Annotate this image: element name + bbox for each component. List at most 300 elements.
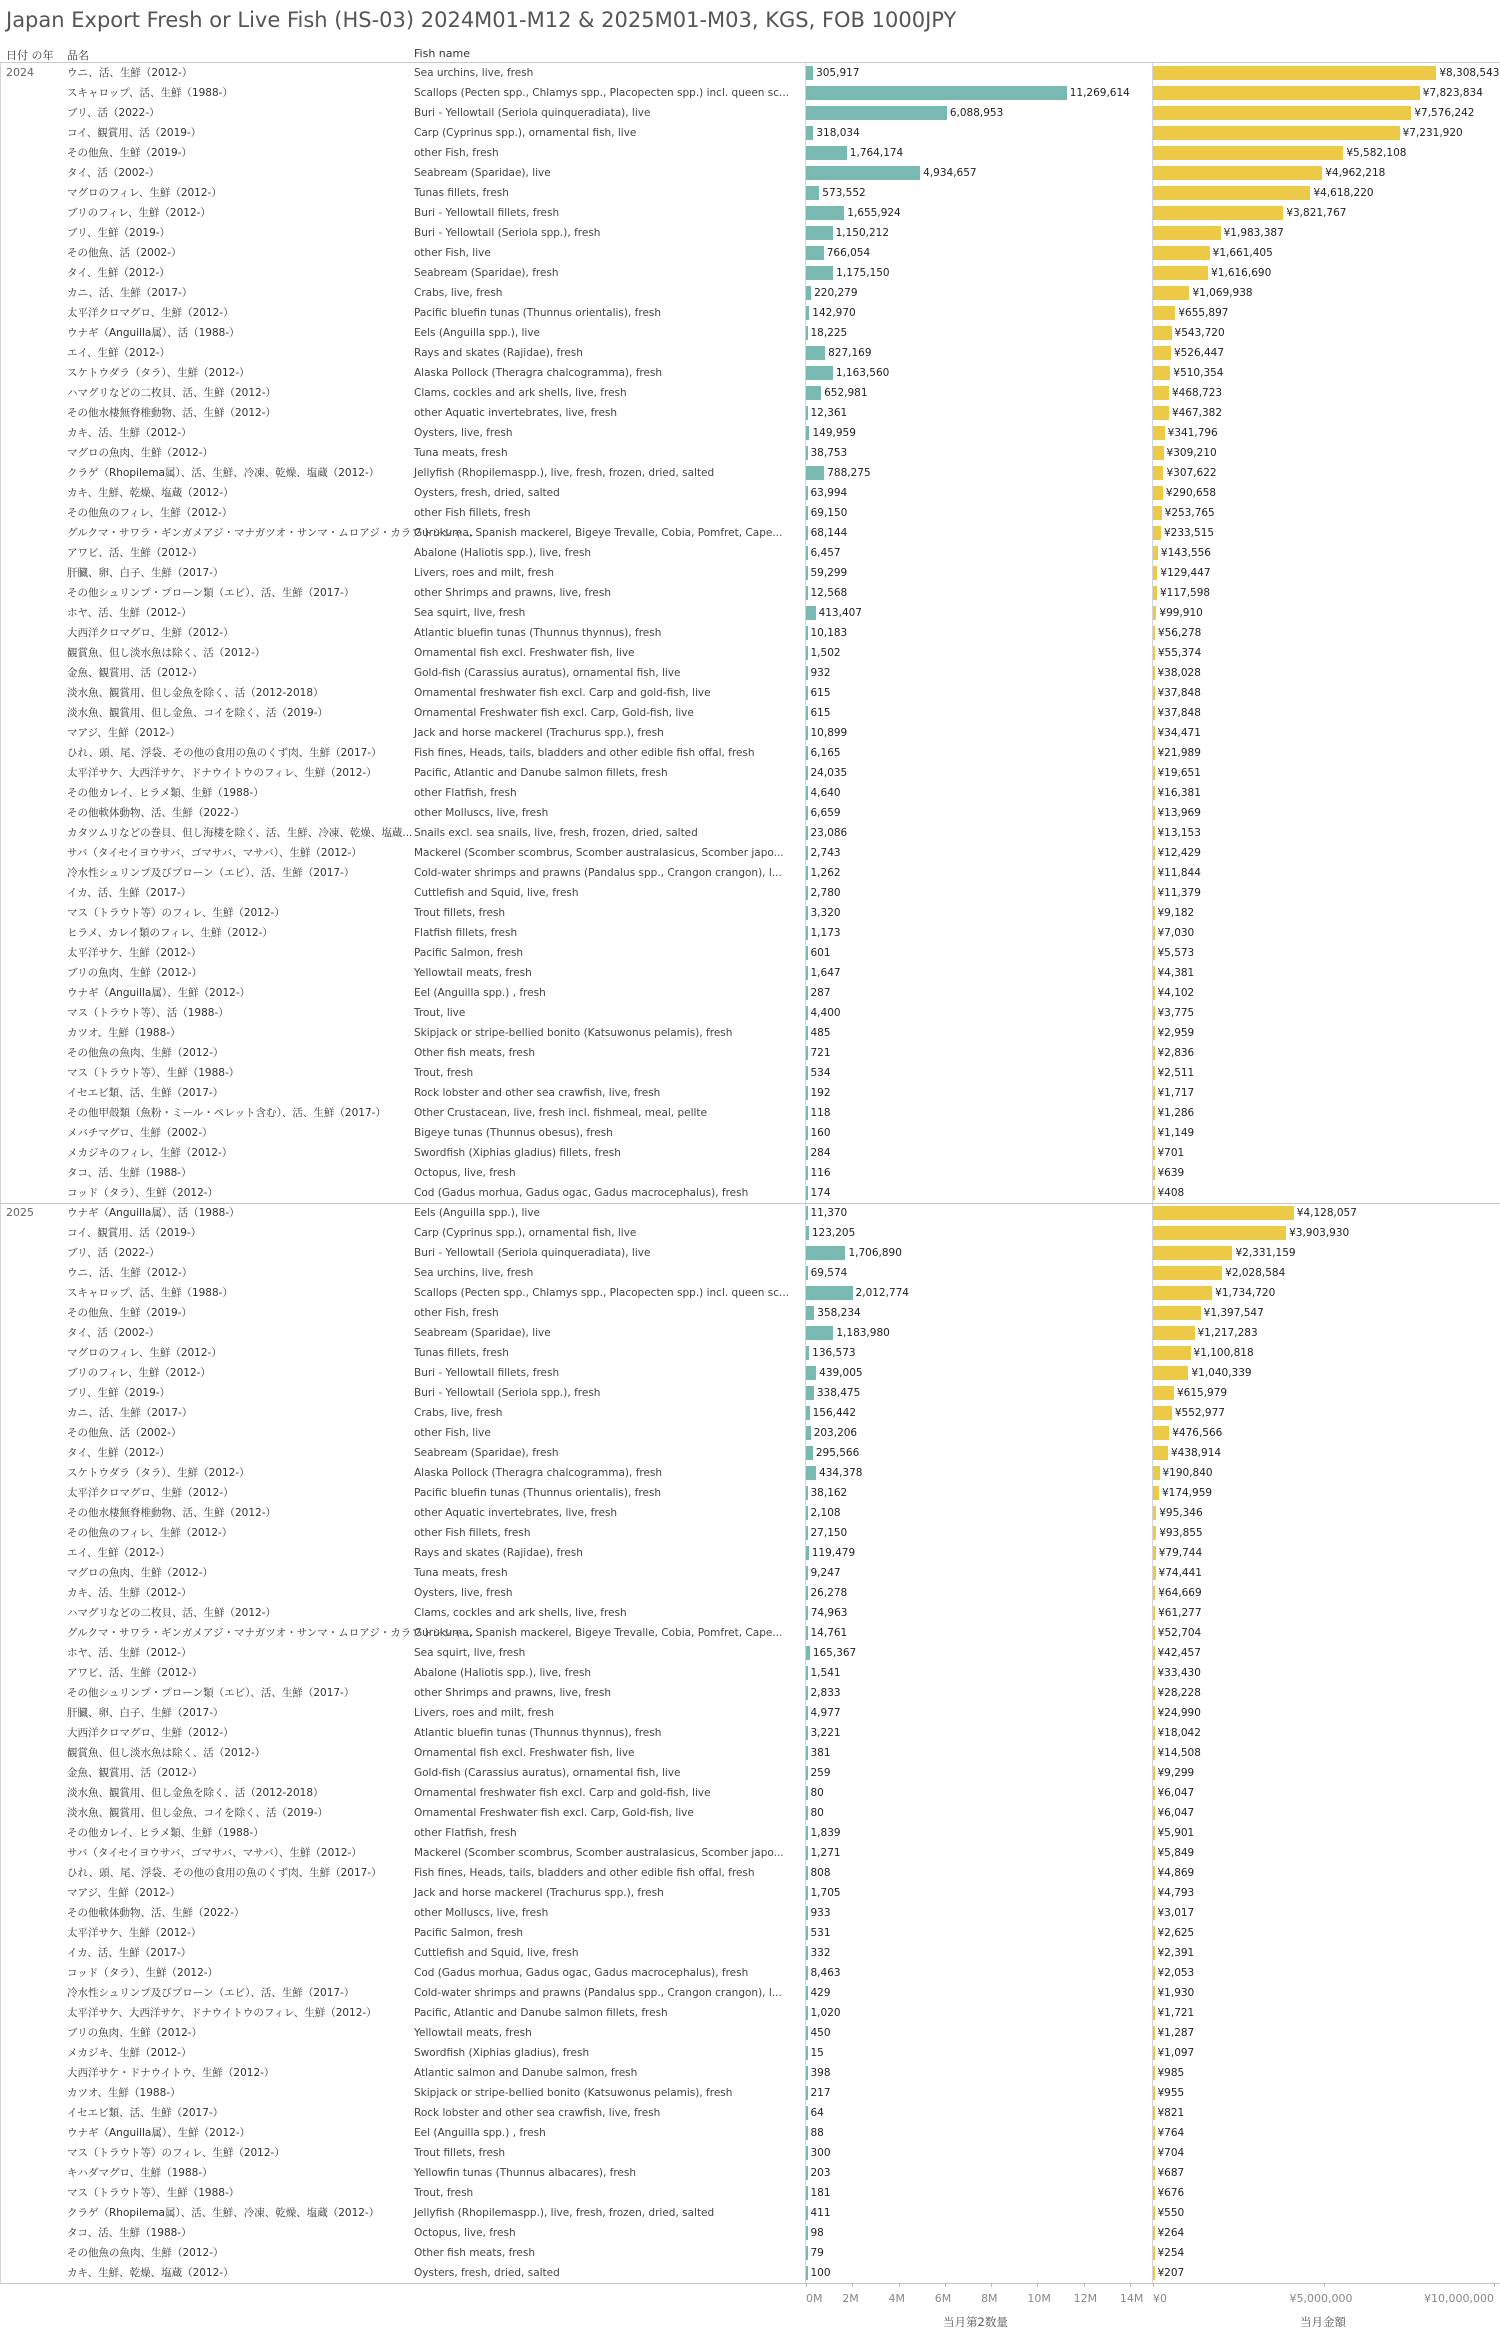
value-label: ¥476,566 [1172,1427,1223,1439]
table-row [0,643,1500,663]
quantity-bar [806,426,809,440]
table-row [0,403,1500,423]
en-name-cell: Abalone (Haliotis spp.), live, fresh [414,1667,592,1679]
value-label: ¥233,515 [1163,527,1215,539]
value-label: ¥309,210 [1166,447,1217,459]
jp-name-cell: カツオ、生鮮（1988-） [67,1027,181,1039]
quantity-bar [806,786,808,800]
table-row [0,1343,1500,1363]
value-label: ¥13,153 [1157,827,1201,839]
en-name-cell: Eel (Anguilla spp.) , fresh [414,987,546,999]
quantity-bar [806,266,833,280]
quantity-label: 14,761 [810,1627,848,1639]
group-separator [0,1203,1500,1204]
value-label: ¥253,765 [1164,507,1215,519]
jp-name-cell: ウナギ（Anguilla属）、生鮮（2012-） [67,2127,251,2139]
value-bar [1153,1086,1155,1100]
quantity-bar [806,1306,814,1320]
jp-name-cell: ひれ、頭、尾、浮袋、その他の食用の魚のくず肉、生鮮（2017-） [67,747,382,759]
table-row [0,843,1500,863]
quantity-label: 174 [810,1187,831,1199]
table-row [0,1183,1500,1203]
quantity-label: 1,020 [810,2007,841,2019]
quantity-bar [806,1126,808,1140]
quantity-axis-tick [1084,2283,1085,2287]
quantity-label: 413,407 [818,607,862,619]
en-name-cell: other Fish fillets, fresh [414,1527,531,1539]
quantity-bar [806,106,947,120]
value-label: ¥5,582,108 [1346,147,1407,159]
quantity-axis-title: 当月第2数量 [943,2315,1008,2329]
jp-name-cell: ホヤ、活、生鮮（2012-） [67,607,192,619]
value-bar [1153,1746,1155,1760]
quantity-axis-tick [852,2283,853,2287]
en-name-cell: other Shrimps and prawns, live, fresh [414,1687,612,1699]
en-name-cell: Octopus, live, fresh [414,2227,516,2239]
table-row [0,1523,1500,1543]
jp-name-cell: マス（トラウト等）のフィレ、生鮮（2012-） [67,907,285,919]
quantity-bar [806,566,808,580]
quantity-tick-label: 14M [1119,2292,1144,2305]
value-label: ¥4,869 [1157,1867,1195,1879]
table-row [0,223,1500,243]
en-name-cell: Alaska Pollock (Theragra chalcogramma), fresh [414,1467,663,1479]
value-bar [1153,986,1155,1000]
quantity-label: 59,299 [810,567,848,579]
table-row [0,603,1500,623]
value-bar [1153,86,1420,100]
quantity-bar [806,1746,808,1760]
table-row [0,1783,1500,1803]
jp-name-cell: 冷水性シュリンプ及びプローン（エビ）、活、生鮮（2017-） [67,1987,355,1999]
table-row [0,1483,1500,1503]
value-bar [1153,1406,1172,1420]
quantity-axis-tick [806,2283,807,2287]
quantity-label: 411 [810,2207,831,2219]
value-label: ¥526,447 [1173,347,1225,359]
value-label: ¥2,959 [1157,1027,1195,1039]
value-bar [1153,906,1155,920]
value-bar [1153,386,1169,400]
quantity-label: 80 [810,1787,824,1799]
value-label: ¥4,128,057 [1296,1207,1357,1219]
en-name-cell: Jack and horse mackerel (Trachurus spp.), fresh [414,1887,664,1899]
table-row [0,383,1500,403]
table-row [0,1603,1500,1623]
jp-name-cell: 観賞魚、但し淡水魚は除く、活（2012-） [67,647,266,659]
en-name-cell: Sea squirt, live, fresh [414,607,526,619]
header-jp-name: 品名 [67,49,89,62]
value-bar [1153,226,1221,240]
en-name-cell: Jellyfish (Rhopilemaspp.), live, fresh, frozen, dried, salted [414,467,715,479]
table-row [0,663,1500,683]
en-name-cell: Other fish meats, fresh [414,2247,535,2259]
en-name-cell: Atlantic salmon and Danube salmon, fresh [414,2067,638,2079]
en-name-cell: Skipjack or stripe-bellied bonito (Katsuwonus pelamis), fresh [414,1027,733,1039]
value-label: ¥6,047 [1157,1807,1195,1819]
value-bar [1153,1426,1169,1440]
value-bar [1153,586,1157,600]
en-name-cell: Buri - Yellowtail (Seriola spp.), fresh [414,1387,601,1399]
quantity-label: 6,659 [810,807,841,819]
value-label: ¥2,391 [1157,1947,1195,1959]
en-name-cell: Ornamental fish excl. Freshwater fish, live [414,1747,635,1759]
quantity-label: 69,150 [810,507,848,519]
value-bar [1153,826,1155,840]
jp-name-cell: 太平洋サケ、大西洋サケ、ドナウイトウのフィレ、生鮮（2012-） [67,2007,377,2019]
table-row [0,243,1500,263]
quantity-bar [806,146,847,160]
table-row [0,1463,1500,1483]
quantity-label: 534 [810,1067,831,1079]
table-row [0,543,1500,563]
value-label: ¥543,720 [1174,327,1225,339]
value-bar [1153,2226,1155,2240]
value-label: ¥5,849 [1157,1847,1195,1859]
en-name-cell: Atlantic bluefin tunas (Thunnus thynnus), fresh [414,627,662,639]
quantity-label: 69,574 [810,1267,848,1279]
quantity-label: 398 [810,2067,831,2079]
quantity-bar [806,286,811,300]
table-row [0,1963,1500,1983]
value-axis-tick [1494,2283,1495,2287]
quantity-label: 15 [810,2047,824,2059]
table-row [0,783,1500,803]
quantity-label: 217 [810,2087,831,2099]
table-row [0,1663,1500,1683]
quantity-bar [806,1806,808,1820]
en-name-cell: Rays and skates (Rajidae), fresh [414,1547,583,1559]
value-bar [1153,1966,1155,1980]
value-bar [1153,66,1436,80]
value-label: ¥8,308,543 [1439,67,1500,79]
quantity-bar [806,646,808,660]
quantity-bar [806,1506,808,1520]
value-bar [1153,1026,1155,1040]
table-row [0,2183,1500,2203]
en-name-cell: Yellowtail meats, fresh [414,967,532,979]
en-name-cell: Jack and horse mackerel (Trachurus spp.), fresh [414,727,664,739]
value-label: ¥1,661,405 [1212,247,1273,259]
quantity-label: 123,205 [811,1227,856,1239]
panel-divider-left [805,62,806,2283]
jp-name-cell: マス（トラウト等）のフィレ、生鮮（2012-） [67,2147,285,2159]
quantity-bar [806,1326,833,1340]
jp-name-cell: その他軟体動物、活、生鮮（2022-） [67,1907,245,1919]
value-label: ¥2,028,584 [1225,1267,1286,1279]
table-row [0,2163,1500,2183]
quantity-bar [806,66,813,80]
value-label: ¥34,471 [1157,727,1201,739]
en-name-cell: Trout fillets, fresh [414,2147,506,2159]
jp-name-cell: サバ（タイセイヨウサバ、ゴマサバ、マサバ）、生鮮（2012-） [67,847,362,859]
quantity-bar [806,1406,810,1420]
value-label: ¥4,793 [1157,1887,1195,1899]
table-row [0,1323,1500,1343]
table-row [0,2203,1500,2223]
jp-name-cell: 大西洋クロマグロ、生鮮（2012-） [67,1727,234,1739]
value-bar [1153,166,1322,180]
quantity-label: 615 [810,707,831,719]
quantity-bar [806,946,808,960]
value-bar [1153,2126,1155,2140]
table-row [0,963,1500,983]
quantity-label: 6,457 [810,547,841,559]
quantity-label: 8,463 [810,1967,841,1979]
quantity-label: 136,573 [812,1347,856,1359]
value-label: ¥11,379 [1157,887,1201,899]
table-row [0,183,1500,203]
quantity-bar [806,86,1067,100]
jp-name-cell: 金魚、観賞用、活（2012-） [67,1767,203,1779]
jp-name-cell: メカジキのフィレ、生鮮（2012-） [67,1147,233,1159]
quantity-bar [806,1346,809,1360]
value-label: ¥7,231,920 [1402,127,1463,139]
en-name-cell: Pacific Salmon, fresh [414,947,524,959]
quantity-bar [806,1146,808,1160]
quantity-label: 2,833 [810,1687,841,1699]
quantity-label: 4,977 [810,1707,841,1719]
value-bar [1153,1726,1155,1740]
value-bar [1153,1566,1156,1580]
quantity-label: 142,970 [812,307,856,319]
jp-name-cell: その他カレイ、ヒラメ類、生鮮（1988-） [67,1827,264,1839]
table-row [0,2103,1500,2123]
value-label: ¥985 [1157,2067,1185,2079]
quantity-bar [806,2226,808,2240]
jp-name-cell: カキ、生鮮、乾燥、塩蔵（2012-） [67,487,234,499]
value-label: ¥9,182 [1157,907,1195,919]
en-name-cell: Eels (Anguilla spp.), live [414,327,541,339]
jp-name-cell: ひれ、頭、尾、浮袋、その他の食用の魚のくず肉、生鮮（2017-） [67,1867,382,1879]
value-label: ¥307,622 [1166,467,1217,479]
value-bar [1153,1866,1155,1880]
table-row [0,143,1500,163]
en-name-cell: Tuna meats, fresh [414,1567,508,1579]
quantity-bar [806,1666,808,1680]
en-name-cell: Buri - Yellowtail fillets, fresh [414,207,560,219]
en-name-cell: Trout fillets, fresh [414,907,506,919]
table-row [0,983,1500,1003]
value-label: ¥676 [1157,2187,1185,2199]
en-name-cell: Cuttlefish and Squid, live, fresh [414,1947,579,1959]
quantity-label: 100 [810,2267,831,2279]
table-row [0,303,1500,323]
jp-name-cell: エイ、生鮮（2012-） [67,1547,171,1559]
table-row [0,1163,1500,1183]
value-label: ¥2,511 [1157,1067,1195,1079]
table-row [0,903,1500,923]
value-bar [1153,886,1155,900]
quantity-label: 4,400 [810,1007,841,1019]
en-name-cell: Swordfish (Xiphias gladius), fresh [414,2047,590,2059]
quantity-bar [806,406,808,420]
table-row [0,163,1500,183]
en-name-cell: other Flatfish, fresh [414,787,517,799]
quantity-label: 64 [810,2107,824,2119]
value-bar [1153,186,1310,200]
quantity-tick-label: 8M [981,2292,998,2305]
quantity-label: 119,479 [811,1547,856,1559]
jp-name-cell: ブリの魚肉、生鮮（2012-） [67,967,203,979]
value-bar [1153,546,1158,560]
quantity-bar [806,486,808,500]
quantity-bar [806,1766,808,1780]
value-label: ¥550 [1157,2207,1185,2219]
value-bar [1153,1366,1188,1380]
table-row [0,1403,1500,1423]
en-name-cell: Buri - Yellowtail (Seriola quinqueradiata), live [414,107,651,119]
en-name-cell: Oysters, fresh, dried, salted [414,2267,560,2279]
jp-name-cell: ブリ、活（2022-） [67,1247,160,1259]
quantity-label: 10,899 [810,727,848,739]
quantity-label: 358,234 [817,1307,861,1319]
value-bar [1153,566,1157,580]
value-bar [1153,306,1175,320]
value-bar [1153,1766,1155,1780]
value-label: ¥174,959 [1161,1487,1213,1499]
en-name-cell: Ornamental fish excl. Freshwater fish, live [414,647,635,659]
value-bar [1153,486,1163,500]
table-row [0,1583,1500,1603]
value-label: ¥1,069,938 [1192,287,1253,299]
value-label: ¥4,102 [1157,987,1195,999]
table-row [0,2263,1500,2283]
value-bar [1153,106,1411,120]
quantity-bar [806,1626,808,1640]
en-name-cell: other Fish fillets, fresh [414,507,531,519]
quantity-bar [806,1866,808,1880]
jp-name-cell: その他カレイ、ヒラメ類、生鮮（1988-） [67,787,264,799]
table-row [0,1143,1500,1163]
jp-name-cell: その他魚、活（2002-） [67,1427,182,1439]
quantity-bar [806,1026,808,1040]
table-row [0,2023,1500,2043]
table-row [0,1743,1500,1763]
quantity-bar [806,1486,808,1500]
table-row [0,1883,1500,1903]
jp-name-cell: クラゲ（Rhopilema属）、活、生鮮、冷凍、乾燥、塩蔵（2012-） [67,467,380,479]
jp-name-cell: サバ（タイセイヨウサバ、ゴマサバ、マサバ）、生鮮（2012-） [67,1847,362,1859]
value-bar [1153,2166,1155,2180]
jp-name-cell: カニ、活、生鮮（2017-） [67,1407,193,1419]
jp-name-cell: イカ、活、生鮮（2017-） [67,887,192,899]
quantity-label: 287 [810,987,831,999]
quantity-axis-tick [899,2283,900,2287]
quantity-bar [806,846,808,860]
jp-name-cell: タイ、活（2002-） [67,1327,160,1339]
table-row [0,823,1500,843]
value-bar [1153,466,1163,480]
quantity-bar [806,346,825,360]
value-label: ¥3,017 [1157,1907,1195,1919]
en-name-cell: other Aquatic invertebrates, live, fresh [414,407,618,419]
quantity-bar [806,2126,808,2140]
jp-name-cell: 太平洋クロマグロ、生鮮（2012-） [67,307,234,319]
value-bar [1153,446,1164,460]
value-bar [1153,2206,1155,2220]
quantity-bar [806,326,808,340]
value-bar [1153,426,1165,440]
value-bar [1153,2106,1155,2120]
value-label: ¥4,618,220 [1313,187,1374,199]
jp-name-cell: グルクマ・サワラ・ギンガメアジ・マナガツオ・サンマ・ムロアジ・カラフトシシャ... [67,1627,474,1639]
jp-name-cell: 肝臓、卵、白子、生鮮（2017-） [67,567,224,579]
table-row [0,1263,1500,1283]
en-name-cell: Cuttlefish and Squid, live, fresh [414,887,579,899]
quantity-label: 318,034 [816,127,860,139]
quantity-bar [806,2006,808,2020]
quantity-label: 531 [810,1927,831,1939]
quantity-label: 38,753 [810,447,848,459]
value-label: ¥16,381 [1157,787,1201,799]
quantity-bar [806,726,808,740]
quantity-bar [806,586,808,600]
quantity-bar [806,506,808,520]
header-en-name: Fish name [414,47,470,60]
jp-name-cell: キハダマグロ、生鮮（1988-） [67,2167,213,2179]
en-name-cell: Carp (Cyprinus spp.), ornamental fish, live [414,1227,637,1239]
value-label: ¥1,040,339 [1191,1367,1252,1379]
quantity-bar [806,2186,808,2200]
quantity-bar [806,366,833,380]
quantity-bar [806,1646,810,1660]
value-bar [1153,1586,1155,1600]
value-label: ¥4,381 [1157,967,1195,979]
table-row [0,1063,1500,1083]
en-name-cell: other Fish, live [414,247,491,259]
jp-name-cell: 太平洋サケ、生鮮（2012-） [67,947,202,959]
en-name-cell: Pacific bluefin tunas (Thunnus orientalis), fresh [414,307,662,319]
value-bar [1153,946,1155,960]
quantity-bar [806,1046,808,1060]
value-bar [1153,1186,1155,1200]
en-name-cell: Gurukuma, Spanish mackerel, Bigeye Trevalle, Cobia, Pomfret, Cape... [414,527,783,539]
value-axis-tick [1324,2283,1325,2287]
en-name-cell: Abalone (Haliotis spp.), live, fresh [414,547,592,559]
quantity-bar [806,1266,808,1280]
value-label: ¥28,228 [1157,1687,1201,1699]
table-row [0,623,1500,643]
jp-name-cell: マス（トラウト等）、活（1988-） [67,1007,229,1019]
table-row [0,883,1500,903]
value-bar [1153,1886,1155,1900]
en-name-cell: Yellowtail meats, fresh [414,2027,532,2039]
en-name-cell: Other Crustacean, live, fresh incl. fishmeal, meal, pellte [414,1107,708,1119]
jp-name-cell: タコ、活、生鮮（1988-） [67,1167,192,1179]
value-label: ¥552,977 [1174,1407,1225,1419]
value-bar [1153,1846,1155,1860]
en-name-cell: Ornamental freshwater fish excl. Carp and gold-fish, live [414,1787,711,1799]
jp-name-cell: ブリ、生鮮（2019-） [67,1387,171,1399]
value-bar [1153,1626,1155,1640]
table-row [0,863,1500,883]
value-bar [1153,1286,1212,1300]
quantity-bar [806,1826,808,1840]
value-label: ¥655,897 [1178,307,1229,319]
year-label: 2025 [6,1206,34,1219]
value-label: ¥3,821,767 [1286,207,1347,219]
quantity-label: 933 [810,1907,831,1919]
value-label: ¥52,704 [1157,1627,1202,1639]
table-row [0,443,1500,463]
jp-name-cell: マグロのフィレ、生鮮（2012-） [67,1347,222,1359]
jp-name-cell: コイ、観賞用、活（2019-） [67,127,202,139]
value-bar [1153,1926,1155,1940]
jp-name-cell: ウナギ（Anguilla属）、活（1988-） [67,1207,240,1219]
value-bar [1153,766,1155,780]
en-name-cell: Fish fines, Heads, tails, bladders and other edible fish offal, fresh [414,1867,755,1879]
